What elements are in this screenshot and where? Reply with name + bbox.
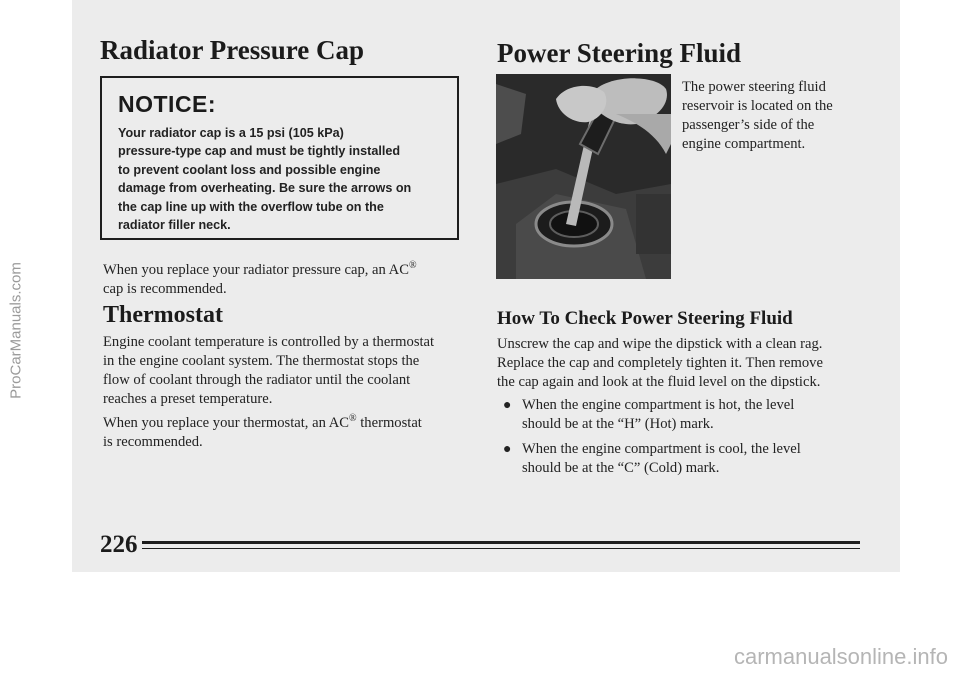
notice-body [118, 124, 450, 234]
thermostat-replace-text: When you replace your thermostat, an AC [103, 414, 349, 431]
page-number: 226 [100, 531, 138, 558]
intro-line: passenger’s side of the [682, 117, 815, 133]
bullet-line: When the engine compartment is hot, the level [522, 397, 795, 413]
check-line: the cap again and look at the fluid level on the dipstick. [497, 374, 821, 390]
notice-line: to prevent coolant loss and possible engine [118, 162, 381, 177]
bullet-dot-icon: ● [503, 442, 512, 457]
bullet-line: should be at the “C” (Cold) mark. [522, 460, 720, 476]
check-line: Unscrew the cap and wipe the dipstick with a clean rag. [497, 336, 823, 352]
pressure-cap-text: When you replace your radiator pressure cap, an AC [103, 261, 409, 278]
pressure-cap-text-line2: cap is recommended. [103, 280, 227, 297]
section-title-radiator-pressure-cap: Radiator Pressure Cap [100, 35, 365, 65]
power-steering-intro [682, 78, 882, 154]
registered-mark: ® [408, 260, 417, 271]
registered-mark: ® [349, 413, 357, 424]
footer-rule-thin [142, 548, 860, 549]
side-watermark: ProCarManuals.com [7, 262, 25, 399]
intro-line: The power steering fluid [682, 79, 826, 95]
thermostat-line: Engine coolant temperature is controlled by a thermostat [103, 334, 435, 350]
section-title-thermostat: Thermostat [103, 302, 223, 328]
bottom-watermark: carmanualsonline.info [733, 644, 948, 669]
thermostat-line: flow of coolant through the radiator until the coolant [103, 372, 411, 388]
check-fluid-paragraph [497, 335, 867, 392]
thermostat-replace-text-b: thermostat [356, 414, 422, 431]
thermostat-line: reaches a preset temperature. [103, 391, 273, 407]
subsection-title-check-fluid: How To Check Power Steering Fluid [497, 308, 793, 329]
thermostat-replace-paragraph [103, 409, 473, 452]
section-title-power-steering-fluid: Power Steering Fluid [497, 38, 741, 68]
notice-line: the cap line up with the overflow tube on the [118, 199, 384, 214]
notice-line: pressure-type cap and must be tightly installed [118, 144, 401, 159]
notice-box [100, 76, 459, 240]
power-steering-photo [496, 74, 671, 279]
bullet-dot-icon: ● [503, 398, 512, 413]
thermostat-replace-line2: is recommended. [103, 433, 203, 450]
fluid-level-bullets [497, 396, 857, 484]
notice-line: radiator filler neck. [118, 218, 231, 233]
thermostat-line: in the engine coolant system. The thermostat stops the [103, 353, 420, 369]
bullet-item-cool [497, 440, 857, 478]
pressure-cap-paragraph [103, 256, 463, 299]
intro-line: reservoir is located on the [682, 98, 833, 114]
check-line: Replace the cap and completely tighten it. Then remove [497, 355, 823, 371]
reservoir-illustration [496, 74, 671, 279]
notice-line: Your radiator cap is a 15 psi (105 kPa) [118, 126, 344, 140]
notice-title: NOTICE: [118, 91, 217, 117]
notice-line: damage from overheating. Be sure the arrows on [118, 181, 412, 196]
bullet-line: should be at the “H” (Hot) mark. [522, 416, 714, 432]
footer-rule-thick [142, 541, 860, 544]
intro-line: engine compartment. [682, 136, 806, 152]
bullet-item-hot [497, 396, 857, 434]
bullet-line: When the engine compartment is cool, the level [522, 441, 801, 457]
thermostat-paragraph [103, 333, 473, 409]
